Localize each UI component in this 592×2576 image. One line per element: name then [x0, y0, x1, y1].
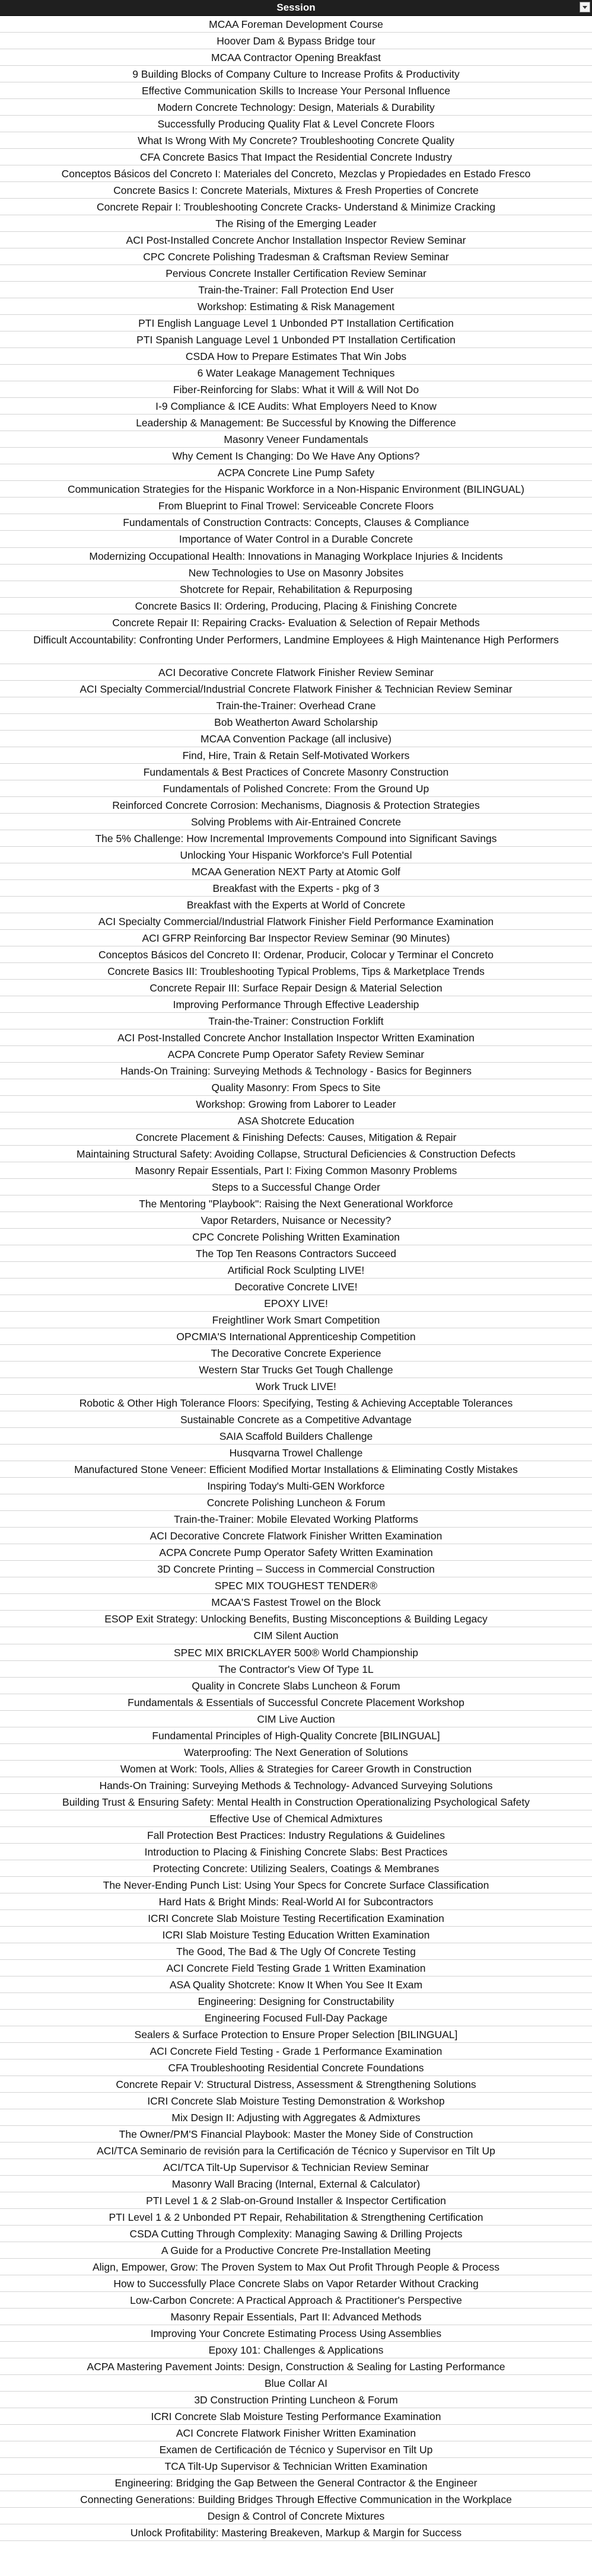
table-row[interactable]: CSDA How to Prepare Estimates That Win Jobs: [0, 348, 592, 365]
table-row[interactable]: CIM Live Auction: [0, 1711, 592, 1727]
table-row[interactable]: Shotcrete for Repair, Rehabilitation & Repurposing: [0, 581, 592, 598]
table-row[interactable]: Concrete Repair II: Repairing Cracks- Evaluation & Selection of Repair Methods: [0, 614, 592, 631]
table-row[interactable]: ACI Specialty Commercial/Industrial Concrete Flatwork Finisher & Technician Review Seminar: [0, 681, 592, 697]
table-row[interactable]: Find, Hire, Train & Retain Self-Motivated Workers: [0, 747, 592, 764]
table-row[interactable]: Low-Carbon Concrete: A Practical Approach & Practitioner's Perspective: [0, 2292, 592, 2309]
table-row[interactable]: ICRI Concrete Slab Moisture Testing Demonstration & Workshop: [0, 2093, 592, 2109]
table-row[interactable]: Protecting Concrete: Utilizing Sealers, Coatings & Membranes: [0, 1860, 592, 1877]
table-row[interactable]: ACI Concrete Field Testing - Grade 1 Performance Examination: [0, 2043, 592, 2059]
table-row[interactable]: ACI Concrete Flatwork Finisher Written Examination: [0, 2425, 592, 2441]
table-row[interactable]: PTI Level 1 & 2 Unbonded PT Repair, Rehabilitation & Strengthening Certification: [0, 2209, 592, 2226]
column-header[interactable]: [0, 0, 592, 16]
table-body: [0, 16, 592, 2541]
table-row[interactable]: Unlock Profitability: Mastering Breakeven, Markup & Margin for Success: [0, 2524, 592, 2541]
table-row[interactable]: Concrete Placement & Finishing Defects: Causes, Mitigation & Repair: [0, 1129, 592, 1146]
table-row[interactable]: MCAA Foreman Development Course: [0, 16, 592, 33]
table-row[interactable]: ACI/TCA Seminario de revisión para la Certificación de Técnico y Supervisor en Tilt Up: [0, 2143, 592, 2159]
table-row[interactable]: Bob Weatherton Award Scholarship: [0, 714, 592, 731]
table-row[interactable]: Concrete Repair I: Troubleshooting Concrete Cracks- Understand & Minimize Cracking: [0, 199, 592, 215]
table-row[interactable]: EPOXY LIVE!: [0, 1295, 592, 1312]
table-row[interactable]: Concrete Basics I: Concrete Materials, Mixtures & Fresh Properties of Concrete: [0, 182, 592, 199]
table-row[interactable]: Difficult Accountability: Confronting Under Performers, Landmine Employees & High Maintenance High Performers: [0, 631, 592, 664]
table-row[interactable]: The Top Ten Reasons Contractors Succeed: [0, 1245, 592, 1262]
table-row[interactable]: Engineering: Bridging the Gap Between the General Contractor & the Engineer: [0, 2475, 592, 2491]
table-row[interactable]: Fundamentals of Construction Contracts: Concepts, Clauses & Compliance: [0, 514, 592, 531]
table-row[interactable]: ICRI Concrete Slab Moisture Testing Performance Examination: [0, 2408, 592, 2425]
table-row[interactable]: SPEC MIX TOUGHEST TENDER®: [0, 1577, 592, 1594]
table-row[interactable]: Examen de Certificación de Técnico y Supervisor en Tilt Up: [0, 2441, 592, 2458]
table-row[interactable]: ACPA Concrete Line Pump Safety: [0, 464, 592, 481]
table-row[interactable]: 6 Water Leakage Management Techniques: [0, 365, 592, 381]
table-row[interactable]: The Mentoring "Playbook": Raising the Next Generational Workforce: [0, 1195, 592, 1212]
table-row[interactable]: The Never-Ending Punch List: Using Your Specs for Concrete Surface Classification: [0, 1877, 592, 1893]
table-row[interactable]: Masonry Veneer Fundamentals: [0, 431, 592, 448]
table-row[interactable]: PTI English Language Level 1 Unbonded PT Installation Certification: [0, 315, 592, 331]
table-row[interactable]: The Decorative Concrete Experience: [0, 1345, 592, 1362]
table-row[interactable]: MCAA Generation NEXT Party at Atomic Golf: [0, 863, 592, 880]
table-row[interactable]: CIM Silent Auction: [0, 1627, 592, 1644]
table-row[interactable]: Train-the-Trainer: Mobile Elevated Working Platforms: [0, 1511, 592, 1528]
table-row[interactable]: Hard Hats & Bright Minds: Real-World AI for Subcontractors: [0, 1893, 592, 1910]
table-row[interactable]: Quality in Concrete Slabs Luncheon & Forum: [0, 1678, 592, 1694]
table-row[interactable]: PTI Spanish Language Level 1 Unbonded PT Installation Certification: [0, 331, 592, 348]
table-row[interactable]: ASA Shotcrete Education: [0, 1112, 592, 1129]
table-row[interactable]: Modernizing Occupational Health: Innovations in Managing Workplace Injuries & Incidents: [0, 548, 592, 565]
table-row[interactable]: Introduction to Placing & Finishing Concrete Slabs: Best Practices: [0, 1844, 592, 1860]
table-row[interactable]: Masonry Repair Essentials, Part I: Fixing Common Masonry Problems: [0, 1162, 592, 1179]
table-row[interactable]: Inspiring Today's Multi-GEN Workforce: [0, 1478, 592, 1494]
table-row[interactable]: CFA Troubleshooting Residential Concrete Foundations: [0, 2059, 592, 2076]
table-row[interactable]: Solving Problems with Air-Entrained Concrete: [0, 814, 592, 830]
table-row[interactable]: ACI/TCA Tilt-Up Supervisor & Technician Review Seminar: [0, 2159, 592, 2176]
table-row[interactable]: ESOP Exit Strategy: Unlocking Benefits, Busting Misconceptions & Building Legacy: [0, 1611, 592, 1627]
table-row[interactable]: ACI Decorative Concrete Flatwork Finisher Written Examination: [0, 1528, 592, 1544]
table-row[interactable]: Quality Masonry: From Specs to Site: [0, 1079, 592, 1096]
table-row[interactable]: Sealers & Surface Protection to Ensure Proper Selection [BILINGUAL]: [0, 2026, 592, 2043]
table-row[interactable]: Hands-On Training: Surveying Methods & Technology- Advanced Surveying Solutions: [0, 1777, 592, 1794]
table-row[interactable]: Robotic & Other High Tolerance Floors: Specifying, Testing & Achieving Acceptable Tolerances: [0, 1395, 592, 1411]
table-row[interactable]: Successfully Producing Quality Flat & Level Concrete Floors: [0, 116, 592, 132]
table-row[interactable]: Train-the-Trainer: Fall Protection End User: [0, 282, 592, 298]
table-row[interactable]: The Contractor's View Of Type 1L: [0, 1661, 592, 1678]
table-row[interactable]: ACI Specialty Commercial/Industrial Flatwork Finisher Field Performance Examination: [0, 913, 592, 930]
table-row[interactable]: Train-the-Trainer: Overhead Crane: [0, 697, 592, 714]
table-row[interactable]: Design & Control of Concrete Mixtures: [0, 2508, 592, 2524]
table-row[interactable]: TCA Tilt-Up Supervisor & Technician Written Examination: [0, 2458, 592, 2475]
table-row[interactable]: Vapor Retarders, Nuisance or Necessity?: [0, 1212, 592, 1229]
table-row[interactable]: Husqvarna Trowel Challenge: [0, 1445, 592, 1461]
table-row[interactable]: Sustainable Concrete as a Competitive Advantage: [0, 1411, 592, 1428]
table-row[interactable]: Unlocking Your Hispanic Workforce's Full Potential: [0, 847, 592, 863]
table-row[interactable]: Work Truck LIVE!: [0, 1378, 592, 1395]
table-row[interactable]: Fundamentals & Best Practices of Concrete Masonry Construction: [0, 764, 592, 780]
table-row[interactable]: Decorative Concrete LIVE!: [0, 1279, 592, 1295]
table-row[interactable]: Why Cement Is Changing: Do We Have Any Options?: [0, 448, 592, 464]
table-row[interactable]: Epoxy 101: Challenges & Applications: [0, 2342, 592, 2358]
table-row[interactable]: CPC Concrete Polishing Written Examination: [0, 1229, 592, 1245]
table-row[interactable]: 3D Concrete Printing – Success in Commercial Construction: [0, 1561, 592, 1577]
table-row[interactable]: Modern Concrete Technology: Design, Materials & Durability: [0, 99, 592, 116]
table-row[interactable]: The Good, The Bad & The Ugly Of Concrete Testing: [0, 1943, 592, 1960]
table-row[interactable]: ACI Concrete Field Testing Grade 1 Written Examination: [0, 1960, 592, 1976]
table-row[interactable]: Breakfast with the Experts - pkg of 3: [0, 880, 592, 897]
table-row[interactable]: Concrete Polishing Luncheon & Forum: [0, 1494, 592, 1511]
table-row[interactable]: Align, Empower, Grow: The Proven System to Max Out Profit Through People & Process: [0, 2259, 592, 2275]
table-row[interactable]: CFA Concrete Basics That Impact the Residential Concrete Industry: [0, 149, 592, 165]
table-row[interactable]: Fundamentals of Polished Concrete: From the Ground Up: [0, 780, 592, 797]
table-row[interactable]: ACPA Concrete Pump Operator Safety Review Seminar: [0, 1046, 592, 1063]
table-row[interactable]: Leadership & Management: Be Successful by Knowing the Difference: [0, 415, 592, 431]
filter-dropdown-icon[interactable]: [580, 2, 590, 12]
table-row[interactable]: OPCMIA'S International Apprenticeship Competition: [0, 1328, 592, 1345]
table-row[interactable]: ACPA Mastering Pavement Joints: Design, Construction & Sealing for Lasting Performance: [0, 2358, 592, 2375]
table-row[interactable]: 3D Construction Printing Luncheon & Forum: [0, 2392, 592, 2408]
table-row[interactable]: From Blueprint to Final Trowel: Serviceable Concrete Floors: [0, 498, 592, 514]
table-row[interactable]: Concrete Repair V: Structural Distress, Assessment & Strengthening Solutions: [0, 2076, 592, 2093]
table-row[interactable]: Conceptos Básicos del Concreto I: Materiales del Concreto, Mezclas y Propiedades en Estado Fresco: [0, 165, 592, 182]
table-row[interactable]: I-9 Compliance & ICE Audits: What Employers Need to Know: [0, 398, 592, 415]
table-row[interactable]: ACI Decorative Concrete Flatwork Finisher Review Seminar: [0, 664, 592, 681]
table-row[interactable]: MCAA Convention Package (all inclusive): [0, 731, 592, 747]
table-row[interactable]: Fall Protection Best Practices: Industry Regulations & Guidelines: [0, 1827, 592, 1844]
table-row[interactable]: CSDA Cutting Through Complexity: Managing Sawing & Drilling Projects: [0, 2226, 592, 2242]
table-row[interactable]: Importance of Water Control in a Durable Concrete: [0, 531, 592, 547]
table-row[interactable]: Effective Use of Chemical Admixtures: [0, 1810, 592, 1827]
table-row[interactable]: Concrete Repair III: Surface Repair Design & Material Selection: [0, 980, 592, 996]
table-row[interactable]: Manufactured Stone Veneer: Efficient Modified Mortar Installations & Eliminating Costly Mistakes: [0, 1461, 592, 1478]
table-row[interactable]: The 5% Challenge: How Incremental Improvements Compound into Significant Savings: [0, 830, 592, 847]
table-row[interactable]: Workshop: Growing from Laborer to Leader: [0, 1096, 592, 1112]
table-row[interactable]: Communication Strategies for the Hispanic Workforce in a Non-Hispanic Environment (BILINGUAL): [0, 481, 592, 498]
table-row[interactable]: MCAA Contractor Opening Breakfast: [0, 49, 592, 66]
table-row[interactable]: Concrete Basics III: Troubleshooting Typical Problems, Tips & Marketplace Trends: [0, 963, 592, 980]
table-row[interactable]: ICRI Concrete Slab Moisture Testing Recertification Examination: [0, 1910, 592, 1927]
table-row[interactable]: Breakfast with the Experts at World of Concrete: [0, 897, 592, 913]
table-row[interactable]: Fiber-Reinforcing for Slabs: What it Will & Will Not Do: [0, 381, 592, 398]
column-header-label: Session: [276, 2, 316, 13]
table-row[interactable]: Blue Collar AI: [0, 2375, 592, 2392]
table-row[interactable]: Concrete Basics II: Ordering, Producing, Placing & Finishing Concrete: [0, 598, 592, 614]
table-row[interactable]: Improving Your Concrete Estimating Process Using Assemblies: [0, 2325, 592, 2342]
table-row[interactable]: Train-the-Trainer: Construction Forklift: [0, 1013, 592, 1029]
table-row[interactable]: Fundamental Principles of High-Quality Concrete [BILINGUAL]: [0, 1727, 592, 1744]
table-row[interactable]: ACI Post-Installed Concrete Anchor Installation Inspector Written Examination: [0, 1029, 592, 1046]
table-row[interactable]: SAIA Scaffold Builders Challenge: [0, 1428, 592, 1445]
table-row[interactable]: New Technologies to Use on Masonry Jobsites: [0, 565, 592, 581]
table-row[interactable]: Steps to a Successful Change Order: [0, 1179, 592, 1195]
table-row[interactable]: Effective Communication Skills to Increase Your Personal Influence: [0, 82, 592, 99]
table-row[interactable]: Mix Design II: Adjusting with Aggregates & Admixtures: [0, 2109, 592, 2126]
table-row[interactable]: Engineering: Designing for Constructability: [0, 1993, 592, 2010]
table-row[interactable]: Women at Work: Tools, Allies & Strategies for Career Growth in Construction: [0, 1761, 592, 1777]
table-row[interactable]: ASA Quality Shotcrete: Know It When You See It Exam: [0, 1976, 592, 1993]
table-row[interactable]: Western Star Trucks Get Tough Challenge: [0, 1362, 592, 1378]
table-row[interactable]: Improving Performance Through Effective Leadership: [0, 996, 592, 1013]
table-row[interactable]: Hands-On Training: Surveying Methods & Technology - Basics for Beginners: [0, 1063, 592, 1079]
table-row[interactable]: The Owner/PM'S Financial Playbook: Master the Money Side of Construction: [0, 2126, 592, 2143]
table-row[interactable]: ACPA Concrete Pump Operator Safety Written Examination: [0, 1544, 592, 1561]
table-row[interactable]: Reinforced Concrete Corrosion: Mechanisms, Diagnosis & Protection Strategies: [0, 797, 592, 814]
table-row[interactable]: What Is Wrong With My Concrete? Troubleshooting Concrete Quality: [0, 132, 592, 149]
table-row[interactable]: ICRI Slab Moisture Testing Education Written Examination: [0, 1927, 592, 1943]
table-row[interactable]: The Rising of the Emerging Leader: [0, 215, 592, 232]
table-row[interactable]: 9 Building Blocks of Company Culture to Increase Profits & Productivity: [0, 66, 592, 82]
table-row[interactable]: MCAA'S Fastest Trowel on the Block: [0, 1594, 592, 1611]
table-row[interactable]: Conceptos Básicos del Concreto II: Ordenar, Producir, Colocar y Terminar el Concreto: [0, 946, 592, 963]
table-row[interactable]: Fundamentals & Essentials of Successful Concrete Placement Workshop: [0, 1694, 592, 1711]
table-row[interactable]: Connecting Generations: Building Bridges Through Effective Communication in the Workplace: [0, 2491, 592, 2508]
table-row[interactable]: Masonry Wall Bracing (Internal, External & Calculator): [0, 2176, 592, 2192]
table-row[interactable]: A Guide for a Productive Concrete Pre-Installation Meeting: [0, 2242, 592, 2259]
table-row[interactable]: Building Trust & Ensuring Safety: Mental Health in Construction Operationalizing Psychological Safety: [0, 1794, 592, 1810]
table-row[interactable]: Maintaining Structural Safety: Avoiding Collapse, Structural Deficiencies & Construction Defects: [0, 1146, 592, 1162]
table-row[interactable]: Masonry Repair Essentials, Part II: Advanced Methods: [0, 2309, 592, 2325]
table-row[interactable]: CPC Concrete Polishing Tradesman & Craftsman Review Seminar: [0, 248, 592, 265]
table-row[interactable]: ACI Post-Installed Concrete Anchor Installation Inspector Review Seminar: [0, 232, 592, 248]
table-row[interactable]: Artificial Rock Sculpting LIVE!: [0, 1262, 592, 1279]
table-row[interactable]: PTI Level 1 & 2 Slab-on-Ground Installer & Inspector Certification: [0, 2192, 592, 2209]
table-row[interactable]: SPEC MIX BRICKLAYER 500® World Championship: [0, 1644, 592, 1661]
table-row[interactable]: ACI GFRP Reinforcing Bar Inspector Review Seminar (90 Minutes): [0, 930, 592, 946]
table-row[interactable]: Freightliner Work Smart Competition: [0, 1312, 592, 1328]
table-row[interactable]: How to Successfully Place Concrete Slabs on Vapor Retarder Without Cracking: [0, 2275, 592, 2292]
table-row[interactable]: Pervious Concrete Installer Certification Review Seminar: [0, 265, 592, 282]
table-row[interactable]: Workshop: Estimating & Risk Management: [0, 298, 592, 315]
table-row[interactable]: Waterproofing: The Next Generation of Solutions: [0, 1744, 592, 1761]
table-row[interactable]: Engineering Focused Full-Day Package: [0, 2010, 592, 2026]
table-row[interactable]: Hoover Dam & Bypass Bridge tour: [0, 33, 592, 49]
